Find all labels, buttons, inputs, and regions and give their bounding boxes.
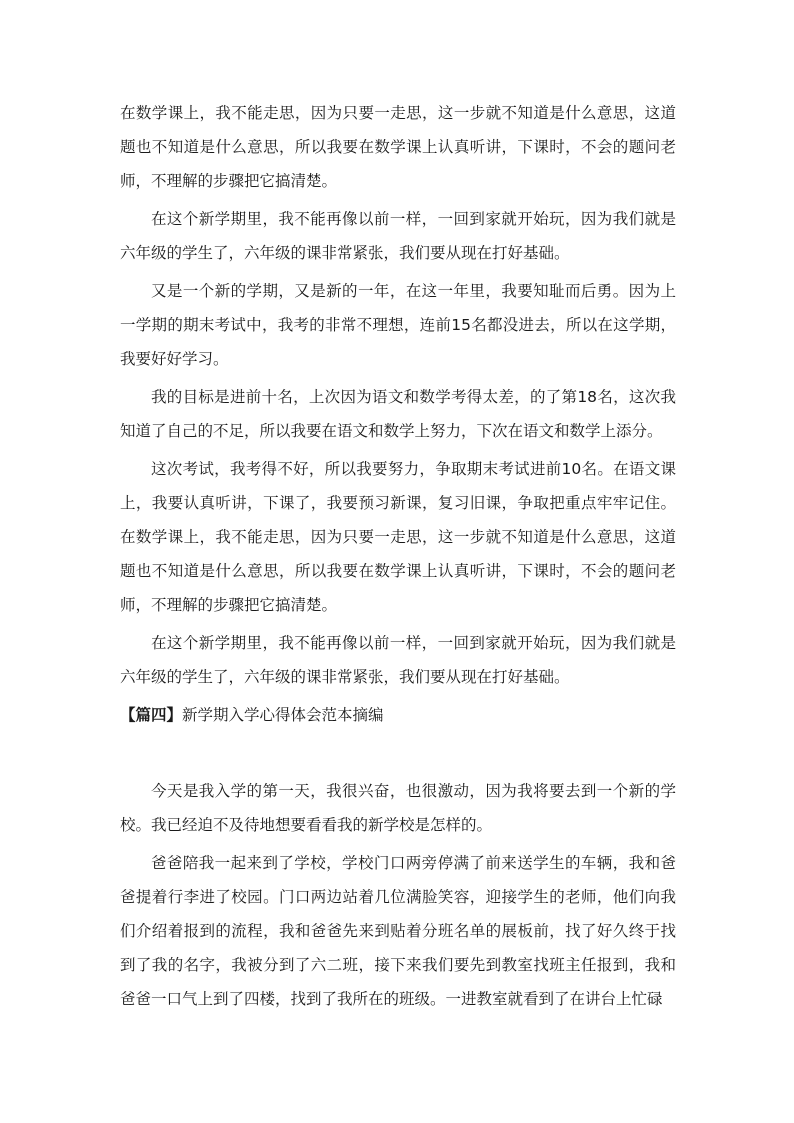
section-heading bbox=[120, 698, 676, 736]
paragraph-b-0: 今天是我入学的第一天，我很兴奋，也很激动，因为我将要去到一个新的学校。我已经迫不及待地想要看看我的新学校是怎样的。 bbox=[120, 782, 676, 834]
section-heading-label: 【篇四】 bbox=[120, 706, 183, 724]
paragraph-a-0: 在数学课上，我不能走思，因为只要一走思，这一步就不知道是什么意思，这道题也不知道是什么意思，所以我要在数学课上认真听讲，下课时，不会的题问老师，不理解的步骤把它搞清楚。 bbox=[120, 104, 676, 190]
paragraph-a-5: 在这个新学期里，我不能再像以前一样，一回到家就开始玩，因为我们就是六年级的学生了，六年级的课非常紧张，我们要从现在打好基础。 bbox=[120, 634, 676, 686]
section-heading-title: 新学期入学心得体会范本摘编 bbox=[182, 706, 384, 724]
document-page bbox=[120, 96, 676, 1020]
paragraph-a-1: 在这个新学期里，我不能再像以前一样，一回到家就开始玩，因为我们就是六年级的学生了，六年级的课非常紧张，我们要从现在打好基础。 bbox=[120, 210, 676, 262]
paragraph-a-4: 这次考试，我考得不好，所以我要努力，争取期末考试进前10名。在语文课上，我要认真听讲，下课了，我要预习新课，复习旧课，争取把重点牢牢记住。在数学课上，我不能走思，因为只要一走思，这一步就不知道是什么意思，这道题也不知道是什么意思，所以我要在数学课上认真听讲，下课时，不会的题问老师，不理解的步骤把它搞清楚。 bbox=[120, 460, 676, 614]
paragraph-b-1: 爸爸陪我一起来到了学校，学校门口两旁停满了前来送学生的车辆，我和爸爸提着行李进了校园。门口两边站着几位满脸笑容，迎接学生的老师，他们向我们介绍着报到的流程，我和爸爸先来到贴着分班名单的展板前，找了好久终于找到了我的名字，我被分到了六二班，接下来我们要先到教室找班主任报到，我和爸爸一口气上到了四楼，找到了我所在的班级。一进教室就看到了在讲台上忙碌 bbox=[120, 854, 676, 1008]
paragraph-a-3: 我的目标是进前十名，上次因为语文和数学考得太差，的了第18名，这次我知道了自己的不足，所以我要在语文和数学上努力，下次在语文和数学上添分。 bbox=[120, 388, 676, 440]
blank-line bbox=[120, 736, 676, 774]
paragraph-a-2: 又是一个新的学期，又是新的一年，在这一年里，我要知耻而后勇。因为上一学期的期末考试中，我考的非常不理想，连前15名都没进去，所以在这学期，我要好好学习。 bbox=[120, 282, 676, 368]
